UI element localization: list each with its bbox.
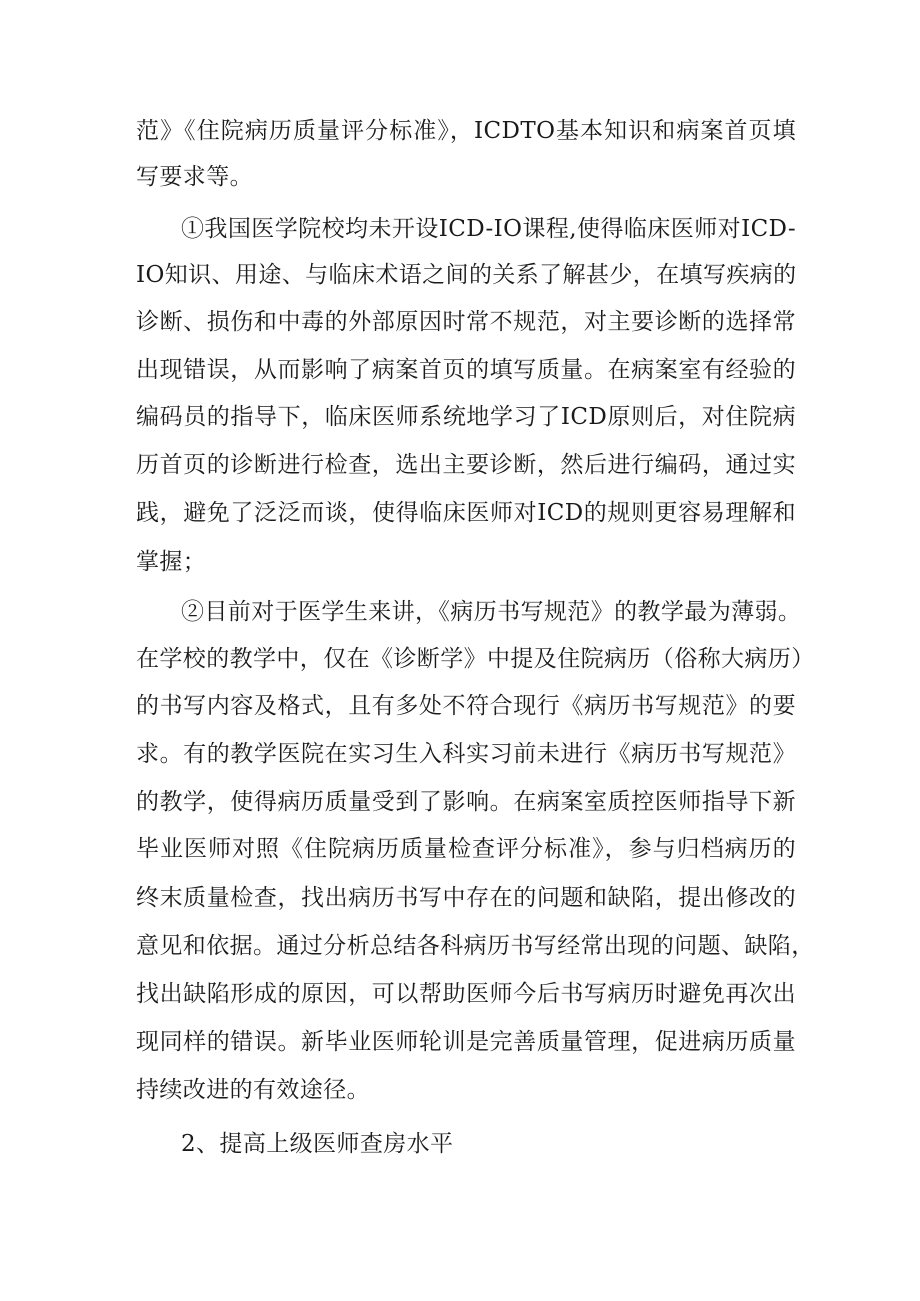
text-line: 在学校的教学中，仅在《诊断学》中提及住院病历（俗称大病历） [136, 646, 815, 672]
text-line: 编码员的指导下，临床医师系统地学习了ICD原则后，对住院病 [136, 404, 796, 430]
text-line: 范》《住院病历质量评分标准》，ICDTO基本知识和病案首页填 [136, 118, 796, 144]
text-line: ①我国医学院校均未开设ICD-IO课程,使得临床医师对ICD- [181, 216, 796, 242]
text-line: 毕业医师对照《住院病历质量检查评分标准》，参与归档病历的 [136, 836, 796, 862]
text-line: 现同样的错误。新毕业医师轮训是完善质量管理，促进病历质量 [136, 1029, 796, 1055]
text-line: 践，避免了泛泛而谈，使得临床医师对ICD的规则更容易理解和 [136, 500, 796, 526]
text-line: 持续改进的有效途径。 [136, 1077, 370, 1103]
text-line: 终末质量检查，找出病历书写中存在的问题和缺陷，提出修改的 [136, 885, 796, 911]
text-line: 的教学，使得病历质量受到了影响。在病案室质控医师指导下新 [136, 789, 796, 815]
text-line: 写要求等。 [136, 164, 253, 190]
text-line: IO知识、用途、与临床术语之间的关系了解甚少，在填写疾病的 [136, 262, 797, 288]
section-heading: 2、提高上级医师查房水平 [181, 1131, 454, 1157]
text-line: 掌握； [136, 549, 207, 575]
text-line: 意见和依据。通过分析总结各科病历书写经常出现的问题、缺陷， [136, 933, 815, 959]
text-line: ②目前对于医学生来讲，《病历书写规范》的教学最为薄弱。 [181, 599, 802, 625]
text-line: 的书写内容及格式，且有多处不符合现行《病历书写规范》的要 [136, 693, 796, 719]
text-line: 出现错误，从而影响了病案首页的填写质量。在病案室有经验的 [136, 357, 796, 383]
text-line: 找出缺陷形成的原因，可以帮助医师今后书写病历时避免再次出 [136, 981, 796, 1007]
text-line: 诊断、损伤和中毒的外部原因时常不规范，对主要诊断的选择常 [136, 309, 796, 335]
text-line: 求。有的教学医院在实习生入科实习前未进行《病历书写规范》 [136, 741, 796, 767]
text-line: 历首页的诊断进行检查，选出主要诊断，然后进行编码，通过实 [136, 452, 796, 478]
